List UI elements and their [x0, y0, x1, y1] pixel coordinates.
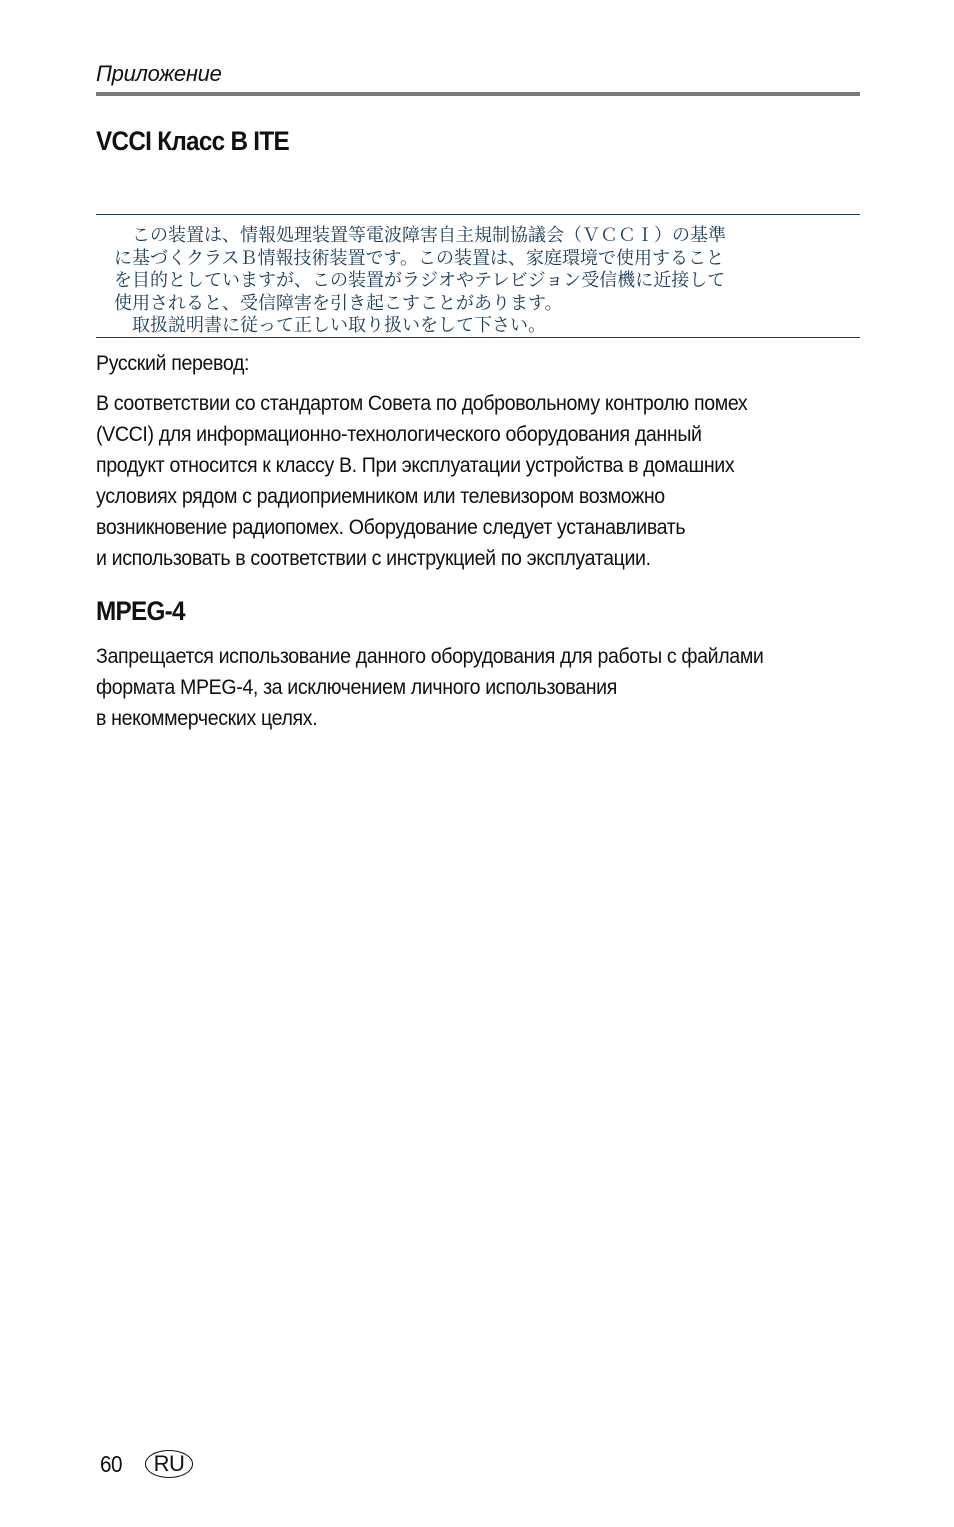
- page-number: 60: [100, 1450, 123, 1477]
- header-rule: [96, 92, 860, 96]
- paragraph-line: (VCCI) для информационно-технологического оборудования данный: [96, 422, 702, 446]
- japanese-notice-box: [96, 214, 860, 338]
- japanese-notice-text: [114, 225, 854, 338]
- translation-paragraph: [96, 388, 860, 574]
- vcci-section-title: VCCI Класс B ITE: [96, 126, 289, 156]
- japanese-line: この装置は、情報処理装置等電波障害自主規制協議会（ＶＣＣＩ）の基準: [114, 225, 726, 246]
- japanese-line: を目的としていますが、この装置がラジオやテレビジョン受信機に近接して: [114, 270, 726, 291]
- japanese-line: 使用されると、受信障害を引き起こすことがあります。: [114, 292, 563, 314]
- running-head: Приложение: [96, 61, 222, 86]
- japanese-line: 取扱説明書に従って正しい取り扱いをして下さい。: [114, 315, 546, 336]
- language-badge: RU: [145, 1450, 194, 1478]
- japanese-line: に基づくクラスＢ情報技術装置です。この装置は、家庭環境で使用すること: [114, 247, 725, 269]
- paragraph-line: условиях рядом с радиоприемником или телевизором возможно: [96, 484, 665, 508]
- paragraph-line: продукт относится к классу B. При эксплуатации устройства в домашних: [96, 453, 735, 477]
- paragraph-line: формата MPEG-4, за исключением личного использования: [96, 675, 617, 699]
- paragraph-line: Запрещается использование данного оборудования для работы с файлами: [96, 644, 764, 668]
- paragraph-line: возникновение радиопомех. Оборудование следует устанавливать: [96, 515, 686, 539]
- translation-label: Русский перевод:: [96, 351, 250, 375]
- mpeg-paragraph: [96, 641, 860, 734]
- mpeg-section-title: MPEG-4: [96, 596, 185, 626]
- page-footer: [100, 1450, 193, 1478]
- paragraph-line: в некоммерческих целях.: [96, 706, 318, 730]
- paragraph-line: В соответствии со стандартом Совета по добровольному контролю помех: [96, 391, 748, 415]
- paragraph-line: и использовать в соответствии с инструкцией по эксплуатации.: [96, 546, 651, 570]
